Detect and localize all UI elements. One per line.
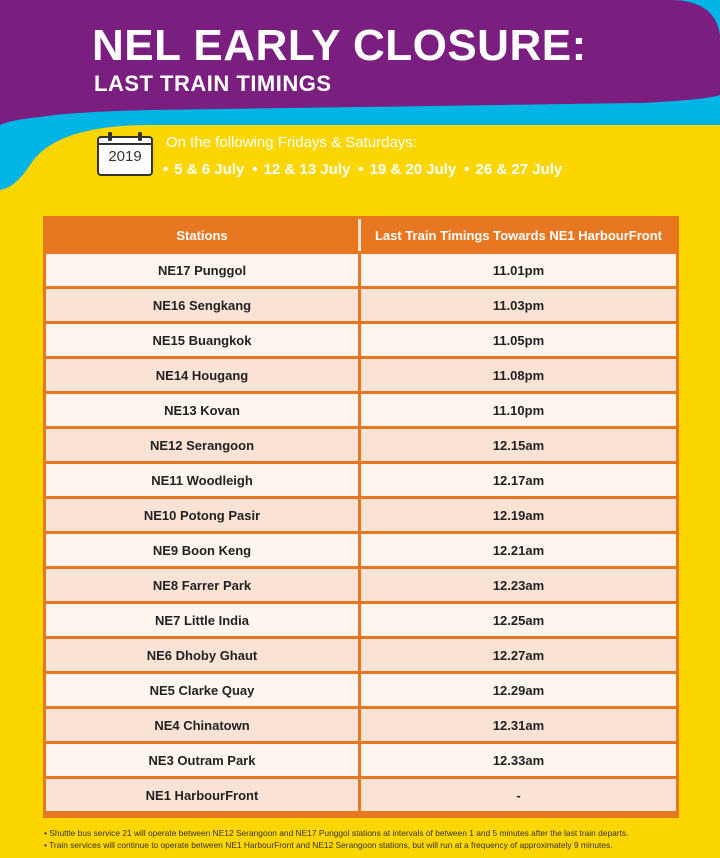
- station-cell: NE13 Kovan: [46, 394, 361, 426]
- station-cell: NE3 Outram Park: [46, 744, 361, 776]
- column-header-stations: Stations: [46, 219, 361, 251]
- station-cell: NE15 Buangkok: [46, 324, 361, 356]
- table-row: [46, 534, 676, 566]
- table-row: [46, 254, 676, 286]
- timing-cell: 11.08pm: [361, 359, 676, 391]
- footnote: • Train services will continue to operate between NE1 HarbourFront and NE12 Serangoon stations, but will run at a frequency of approximately 9 minutes.: [44, 840, 613, 850]
- dates-intro: On the following Fridays & Saturdays:: [166, 134, 417, 151]
- timing-cell: 11.05pm: [361, 324, 676, 356]
- timing-cell: 11.01pm: [361, 254, 676, 286]
- table-row: [46, 499, 676, 531]
- column-header-timings: Last Train Timings Towards NE1 HarbourFront: [361, 219, 676, 251]
- station-cell: NE14 Hougang: [46, 359, 361, 391]
- bullet-icon: •: [163, 161, 169, 178]
- date-list-item: [464, 162, 562, 177]
- timing-cell: 11.03pm: [361, 289, 676, 321]
- table-row: [46, 744, 676, 776]
- date-label: 19 & 20 July: [369, 161, 457, 178]
- table-header-row: [46, 219, 676, 251]
- table-row: [46, 779, 676, 811]
- bullet-icon: •: [358, 161, 364, 178]
- table-row: [46, 394, 676, 426]
- timing-cell: 12.27am: [361, 639, 676, 671]
- bullet-icon: •: [252, 161, 258, 178]
- station-cell: NE10 Potong Pasir: [46, 499, 361, 531]
- station-cell: NE16 Sengkang: [46, 289, 361, 321]
- station-cell: NE17 Punggol: [46, 254, 361, 286]
- calendar-icon: [95, 130, 155, 178]
- table-row: [46, 429, 676, 461]
- timings-table: [46, 216, 676, 814]
- date-list-item: [252, 162, 350, 177]
- timings-table-frame: [43, 216, 679, 818]
- station-cell: NE9 Boon Keng: [46, 534, 361, 566]
- station-cell: NE7 Little India: [46, 604, 361, 636]
- footnote: • Shuttle bus service 21 will operate between NE12 Serangoon and NE17 Punggol stations at intervals of between 1 and 5 minutes after the last train departs.: [44, 828, 629, 838]
- timing-cell: 12.33am: [361, 744, 676, 776]
- station-cell: NE12 Serangoon: [46, 429, 361, 461]
- date-label: 26 & 27 July: [475, 161, 563, 178]
- table-row: [46, 289, 676, 321]
- table-row: [46, 604, 676, 636]
- timing-cell: -: [361, 779, 676, 811]
- station-cell: NE8 Farrer Park: [46, 569, 361, 601]
- timing-cell: 12.23am: [361, 569, 676, 601]
- timing-cell: 12.19am: [361, 499, 676, 531]
- bullet-icon: •: [464, 161, 470, 178]
- timing-cell: 12.29am: [361, 674, 676, 706]
- table-body: [46, 254, 676, 811]
- station-cell: NE4 Chinatown: [46, 709, 361, 741]
- date-label: 5 & 6 July: [174, 161, 245, 178]
- calendar-year: 2019: [108, 148, 142, 165]
- date-list: [163, 162, 570, 177]
- table-row: [46, 359, 676, 391]
- timing-cell: 12.17am: [361, 464, 676, 496]
- station-cell: NE5 Clarke Quay: [46, 674, 361, 706]
- table-row: [46, 464, 676, 496]
- timing-cell: 12.21am: [361, 534, 676, 566]
- page-title: NEL EARLY CLOSURE:: [92, 21, 587, 70]
- date-label: 12 & 13 July: [263, 161, 351, 178]
- timing-cell: 12.31am: [361, 709, 676, 741]
- station-cell: NE6 Dhoby Ghaut: [46, 639, 361, 671]
- page-subtitle: LAST TRAIN TIMINGS: [94, 71, 332, 96]
- station-cell: NE1 HarbourFront: [46, 779, 361, 811]
- date-list-item: [163, 162, 244, 177]
- table-row: [46, 569, 676, 601]
- timing-cell: 12.15am: [361, 429, 676, 461]
- date-list-item: [358, 162, 456, 177]
- table-row: [46, 324, 676, 356]
- footnotes: [44, 827, 628, 851]
- table-row: [46, 674, 676, 706]
- table-row: [46, 709, 676, 741]
- station-cell: NE11 Woodleigh: [46, 464, 361, 496]
- table-row: [46, 639, 676, 671]
- timing-cell: 11.10pm: [361, 394, 676, 426]
- timing-cell: 12.25am: [361, 604, 676, 636]
